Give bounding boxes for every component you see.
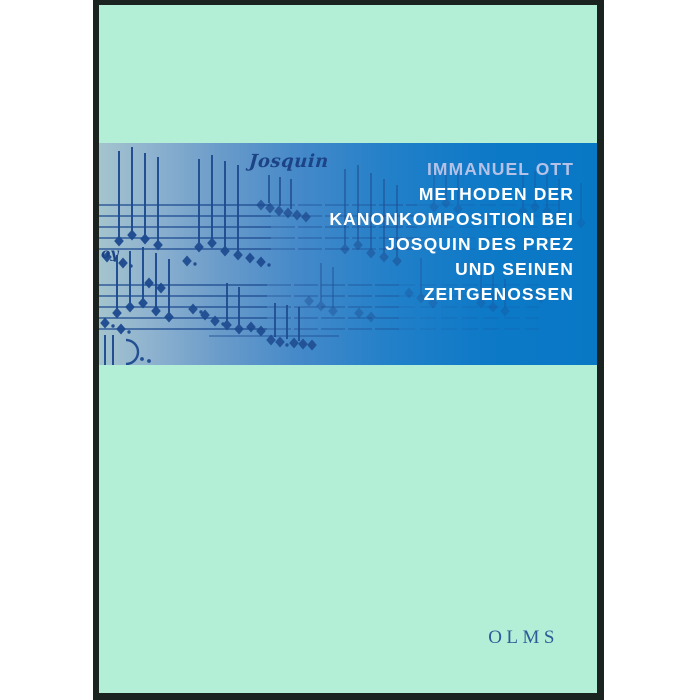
author-name: IMMANUEL OTT — [426, 159, 574, 179]
josquin-inscription: Josquin — [248, 151, 330, 172]
script-fragment: oy — [101, 246, 119, 262]
title-line-3: JOSQUIN DES PREZ — [385, 234, 574, 254]
title-block — [329, 157, 574, 307]
title-line-5: ZEITGENOSSEN — [423, 284, 574, 304]
title-line-1: METHODEN DER — [418, 184, 574, 204]
book-cover — [93, 0, 604, 700]
title-band — [99, 143, 597, 365]
title-line-4: UND SEINEN — [455, 259, 574, 279]
publisher-logo: OLMS — [488, 627, 559, 648]
mensuration-sign — [105, 335, 151, 365]
cover-front — [99, 5, 597, 693]
title-line-2: KANONKOMPOSITION BEI — [329, 209, 574, 229]
